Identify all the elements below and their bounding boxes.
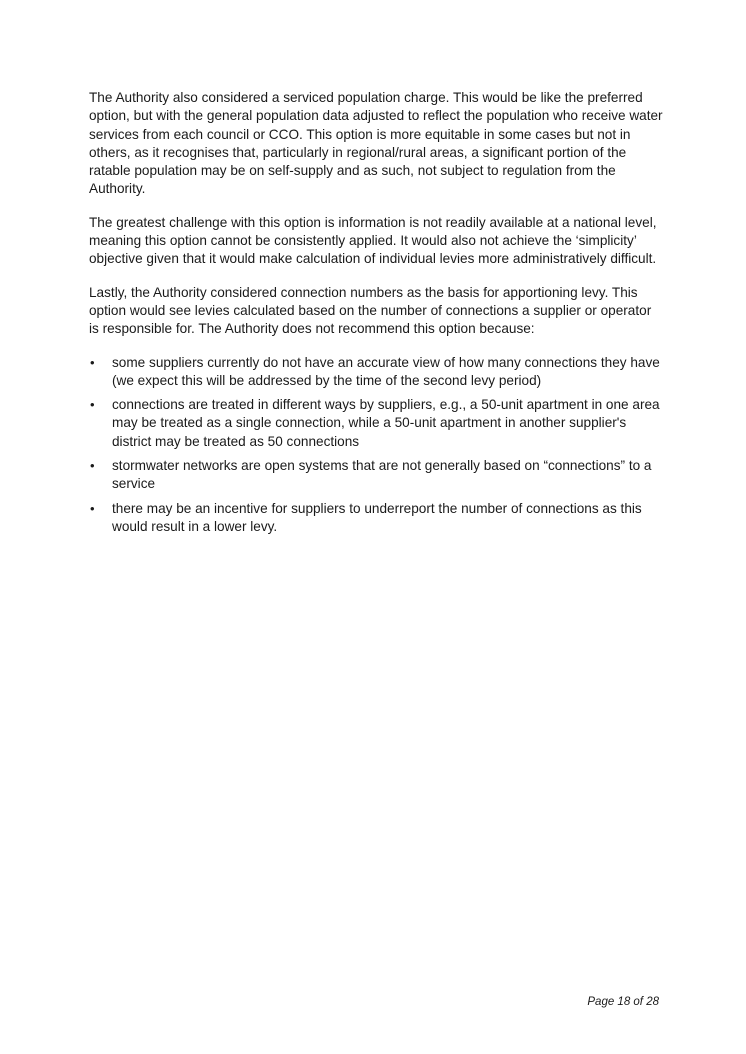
list-item-text: there may be an incentive for suppliers to underreport the number of connections as this would result in a lower levy. [112, 500, 642, 534]
list-item-text: some suppliers currently do not have an accurate view of how many connections they have (we expect this will be addressed by the time of the second levy period) [112, 354, 660, 388]
list-item [89, 500, 663, 537]
paragraph-greatest-challenge: The greatest challenge with this option is information is not readily available at a national level, meaning this option cannot be consistently applied. It would also not achieve the ‘simplicity’ objective given that it would make calculation of individual levies more administratively difficult. [89, 214, 657, 267]
bullet-icon: • [90, 397, 95, 413]
list-item [89, 354, 663, 391]
list-item-text: connections are treated in different ways by suppliers, e.g., a 50-unit apartment in one area may be treated as a single connection, while a 50-unit apartment in another supplier's district may be treated as 50 connections [112, 397, 660, 449]
page-number: Page 18 of 28 [587, 996, 659, 1008]
paragraph-serviced-population: The Authority also considered a serviced population charge. This would be like the preferred option, but with the general population data adjusted to reflect the population who receive water services from each council or CCO. This option is more equitable in some cases but not in others, as it recognises that, particularly in regional/rural areas, a significant portion of the ratable population may be on self-supply and as such, not subject to regulation from the Authority. [89, 90, 663, 197]
list-item-text: stormwater networks are open systems that are not generally based on “connections” to a service [112, 458, 652, 492]
list-item [89, 396, 663, 451]
reasons-bullet-list [89, 354, 663, 537]
bullet-icon: • [90, 354, 95, 370]
bullet-icon: • [90, 500, 95, 516]
bullet-icon: • [90, 458, 95, 474]
page-body [89, 89, 663, 542]
paragraph-connection-numbers: Lastly, the Authority considered connection numbers as the basis for apportioning levy. This option would see levies calculated based on the number of connections a supplier or operator is responsible for. The Authority does not recommend this option because: [89, 284, 652, 337]
list-item [89, 457, 663, 494]
